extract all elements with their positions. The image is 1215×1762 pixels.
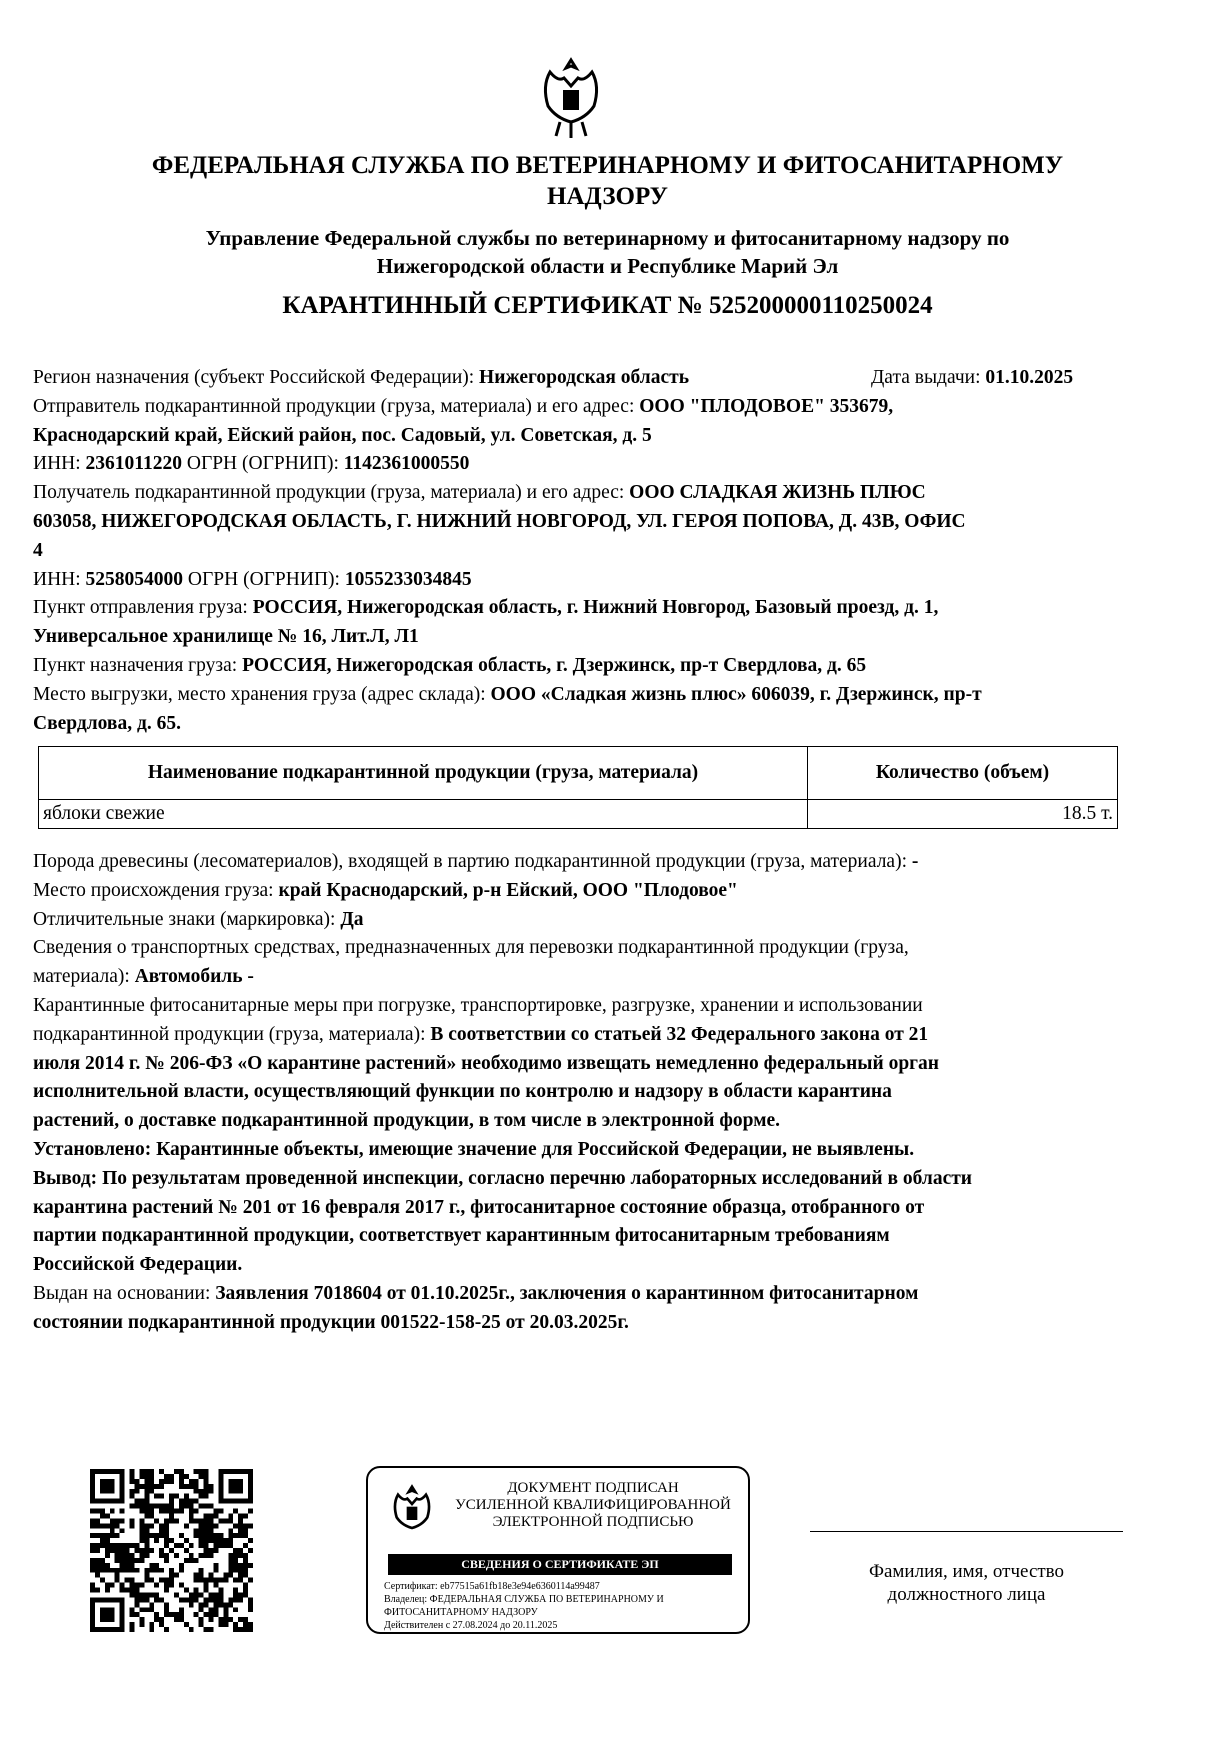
signature-label-line2: должностного лица bbox=[887, 1584, 1046, 1605]
unloading-value: ООО «Сладкая жизнь плюс» 606039, г. Дзержинск, пр-т bbox=[490, 683, 982, 705]
marks-value: Да bbox=[340, 908, 364, 930]
coat-of-arms-icon bbox=[390, 1484, 434, 1540]
conclusion-value: По результатам проведенной инспекции, согласно перечню лабораторных исследований в области bbox=[102, 1167, 973, 1189]
origin-value: край Краснодарский, р-н Ейский, ООО "Плодовое" bbox=[278, 879, 738, 901]
inn-label: ИНН: bbox=[33, 453, 81, 475]
ogrn-label: ОГРН (ОГРНИП): bbox=[187, 568, 340, 590]
departure-value-line2: Универсальное хранилище № 16, Лит.Л, Л1 bbox=[33, 626, 419, 648]
signature-label: Фамилия, имя, отчество bbox=[868, 1561, 1065, 1582]
signature-line bbox=[810, 1531, 1123, 1532]
stamp-line: УСИЛЕННОЙ КВАЛИФИЦИРОВАННОЙ bbox=[455, 1497, 731, 1513]
stamp-line: ЭЛЕКТРОННОЙ ПОДПИСЬЮ bbox=[492, 1514, 694, 1530]
certificate-fields bbox=[33, 364, 1133, 738]
recipient-inn: 5258054000 bbox=[85, 568, 184, 590]
destination-label: Пункт назначения груза: bbox=[33, 654, 238, 676]
conclusion-value-line3: партии подкарантинной продукции, соответствует карантинным фитосанитарным требованиям bbox=[33, 1225, 890, 1247]
recipient-label: Получатель подкарантинной продукции (груза, материала) и его адрес: bbox=[33, 482, 625, 504]
inn-label: ИНН: bbox=[33, 568, 81, 590]
stamp-certificate-number: Сертификат: eb77515a61fb18e3e94e6360114a99487 bbox=[384, 1581, 600, 1592]
region-row bbox=[33, 364, 1133, 393]
conclusion-label: Вывод: bbox=[33, 1167, 98, 1189]
table-header-row bbox=[39, 747, 1118, 800]
departure-label: Пункт отправления груза: bbox=[33, 597, 248, 619]
region-label: Регион назначения (субъект Российской Федерации): bbox=[33, 367, 475, 388]
stamp-certificate-bar: СВЕДЕНИЯ О СЕРТИФИКАТЕ ЭП bbox=[388, 1554, 732, 1575]
conclusion-value-line2: карантина растений № 201 от 16 февраля 2017 г., фитосанитарное состояние образца, отобранного от bbox=[33, 1196, 925, 1218]
signature-caption bbox=[810, 1560, 1123, 1606]
unloading-label: Место выгрузки, место хранения груза (адрес склада): bbox=[33, 683, 486, 705]
measures-value: В соответствии со статьей 32 Федерального закона от 21 bbox=[430, 1023, 929, 1045]
region-value: Нижегородская область bbox=[479, 367, 690, 388]
conclusion-value-line4: Российской Федерации. bbox=[33, 1254, 243, 1276]
certificate-title: КАРАНТИННЫЙ СЕРТИФИКАТ № 525200000110250024 bbox=[282, 292, 933, 319]
basis-label: Выдан на основании: bbox=[33, 1282, 211, 1304]
wood-label: Порода древесины (лесоматериалов), входящей в партию подкарантинной продукции (груза, материала): bbox=[33, 851, 907, 872]
product-name: яблоки свежие bbox=[39, 800, 808, 829]
sender-address: Краснодарский край, Ейский район, пос. Садовый, ул. Советская, д. 5 bbox=[33, 424, 652, 446]
origin-label: Место происхождения груза: bbox=[33, 879, 274, 901]
date-label: Дата выдачи: bbox=[871, 367, 981, 388]
recipient-value: ООО СЛАДКАЯ ЖИЗНЬ ПЛЮС bbox=[629, 482, 926, 504]
departure-value: РОССИЯ, Нижегородская область, г. Нижний Новгород, Базовый проезд, д. 1, bbox=[252, 597, 939, 619]
measures-label: Карантинные фитосанитарные меры при погрузке, транспортировке, разгрузке, хранении и использовании bbox=[33, 994, 923, 1016]
marks-label: Отличительные знаки (маркировка): bbox=[33, 908, 336, 930]
qr-code bbox=[90, 1468, 253, 1633]
product-quantity: 18.5 т. bbox=[808, 800, 1118, 829]
stamp-line: ДОКУМЕНТ ПОДПИСАН bbox=[507, 1480, 679, 1496]
certificate-details bbox=[33, 848, 1133, 1338]
sender-ogrn: 1142361000550 bbox=[343, 453, 470, 475]
recipient-ogrn: 1055233034845 bbox=[344, 568, 472, 590]
wood-value: - bbox=[911, 851, 919, 872]
agency-name: ФЕДЕРАЛЬНАЯ СЛУЖБА ПО ВЕТЕРИНАРНОМУ И ФИТОСАНИТАРНОМУ bbox=[151, 152, 1064, 179]
table-row bbox=[39, 800, 1118, 829]
electronic-signature-stamp bbox=[366, 1466, 750, 1634]
ogrn-label: ОГРН (ОГРНИП): bbox=[186, 453, 339, 475]
department-name: Управление Федеральной службы по ветеринарному и фитосанитарному надзору по bbox=[205, 226, 1010, 250]
basis-value-line2: состоянии подкарантинной продукции 001522-158-25 от 20.03.2025г. bbox=[33, 1311, 629, 1333]
measures-value-line3: исполнительной власти, осуществляющий функции по контролю и надзору в области карантина bbox=[33, 1081, 892, 1103]
stamp-owner: Владелец: ФЕДЕРАЛЬНАЯ СЛУЖБА ПО ВЕТЕРИНАРНОМУ И bbox=[384, 1594, 664, 1605]
established-label: Установлено: bbox=[33, 1138, 152, 1160]
unloading-value-line2: Свердлова, д. 65. bbox=[33, 712, 181, 734]
sender-inn: 2361011220 bbox=[85, 453, 182, 475]
department-name-line2: Нижегородской области и Республике Марий Эл bbox=[376, 254, 839, 278]
recipient-address-line2: 4 bbox=[33, 539, 43, 561]
sender-value: ООО "ПЛОДОВОЕ" 353679, bbox=[639, 395, 894, 417]
issue-date: 01.10.2025 bbox=[985, 367, 1074, 388]
products-table bbox=[38, 746, 1118, 829]
stamp-owner-line2: ФИТОСАНИТАРНОМУ НАДЗОРУ bbox=[384, 1607, 538, 1618]
stamp-heading bbox=[448, 1480, 738, 1531]
stamp-info bbox=[384, 1580, 664, 1632]
measures-value-line4: растений, о доставке подкарантинной продукции, в том числе в электронной форме. bbox=[33, 1110, 781, 1132]
established-value: Карантинные объекты, имеющие значение для Российской Федерации, не выявлены. bbox=[156, 1138, 915, 1160]
transport-label: Сведения о транспортных средствах, предназначенных для перевозки подкарантинной продукции (груза, bbox=[33, 937, 909, 959]
transport-label-line2: материала): bbox=[33, 966, 130, 988]
destination-value: РОССИЯ, Нижегородская область, г. Дзержинск, пр-т Свердлова, д. 65 bbox=[242, 654, 867, 676]
stamp-validity: Действителен с 27.08.2024 до 20.11.2025 bbox=[384, 1620, 558, 1631]
column-header-product: Наименование подкарантинной продукции (груза, материала) bbox=[39, 747, 808, 800]
basis-value: Заявления 7018604 от 01.10.2025г., заключения о карантинном фитосанитарном bbox=[215, 1282, 919, 1304]
sender-label: Отправитель подкарантинной продукции (груза, материала) и его адрес: bbox=[33, 395, 635, 417]
agency-name-line2: НАДЗОРУ bbox=[547, 183, 668, 210]
transport-value: Автомобиль - bbox=[134, 966, 254, 988]
measures-value-line2: июля 2014 г. № 206-ФЗ «О карантине растений» необходимо извещать немедленно федеральный орган bbox=[33, 1052, 940, 1074]
coat-of-arms-icon bbox=[538, 56, 604, 140]
recipient-address: 603058, НИЖЕГОРОДСКАЯ ОБЛАСТЬ, Г. НИЖНИЙ НОВГОРОД, УЛ. ГЕРОЯ ПОПОВА, Д. 43В, ОФИС bbox=[33, 510, 966, 532]
measures-label-line2: подкарантинной продукции (груза, материала): bbox=[33, 1023, 426, 1045]
column-header-quantity: Количество (объем) bbox=[808, 747, 1118, 800]
